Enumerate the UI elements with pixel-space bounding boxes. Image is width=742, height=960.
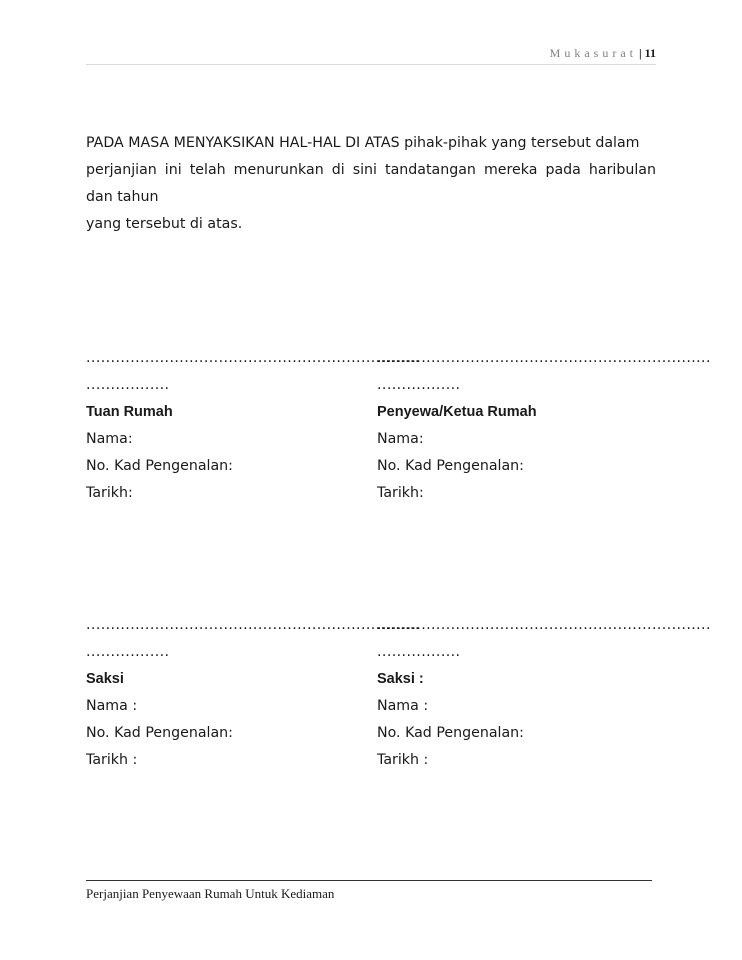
signature-line-continued: ................. [377,644,461,660]
date-label: Tarikh : [86,752,138,768]
ic-number-label: No. Kad Pengenalan: [86,725,233,741]
ic-number-label: No. Kad Pengenalan: [377,458,524,474]
signature-line-continued: ................. [86,377,170,393]
footer-document-title: Perjanjian Penyewaan Rumah Untuk Kediaman [86,886,335,901]
signature-line: .................................................................... [86,617,420,633]
witness-clause [86,130,656,238]
witness-clause-line-1: PADA MASA MENYAKSIKAN HAL-HAL DI ATAS pihak-pihak yang tersebut dalam [86,135,640,151]
signature-block-witness-2 [377,612,711,774]
signature-line-continued: ................. [86,644,170,660]
signature-line-continued: ................. [377,377,461,393]
name-label: Nama: [86,431,133,447]
witness-clause-line-2: perjanjian ini telah menurunkan di sini tandatangan mereka pada haribulan [86,162,656,178]
date-label: Tarikh: [377,485,424,501]
signature-block-tenant [377,345,711,507]
ic-number-label: No. Kad Pengenalan: [377,725,524,741]
date-label: Tarikh : [377,752,429,768]
date-label: Tarikh: [86,485,133,501]
signature-line: .................................................................... [86,350,420,366]
witness-clause-line-3: dan tahun [86,189,159,205]
signatory-role: Saksi [86,671,124,687]
witness-clause-line-4: yang tersebut di atas. [86,216,243,232]
page-number: 11 [644,46,656,60]
signature-block-landlord [86,345,420,507]
name-label: Nama: [377,431,424,447]
signatory-role: Saksi : [377,671,424,687]
page-header [86,44,656,65]
name-label: Nama : [377,698,429,714]
page-label: Mukasurat [549,46,637,60]
signature-line: .................................................................... [377,617,711,633]
signature-line: .................................................................... [377,350,711,366]
signatory-role: Tuan Rumah [86,404,173,420]
ic-number-label: No. Kad Pengenalan: [86,458,233,474]
signature-block-witness-1 [86,612,420,774]
signatory-role: Penyewa/Ketua Rumah [377,404,537,420]
header-separator: | [639,46,642,60]
footer-divider [86,880,652,881]
name-label: Nama : [86,698,138,714]
